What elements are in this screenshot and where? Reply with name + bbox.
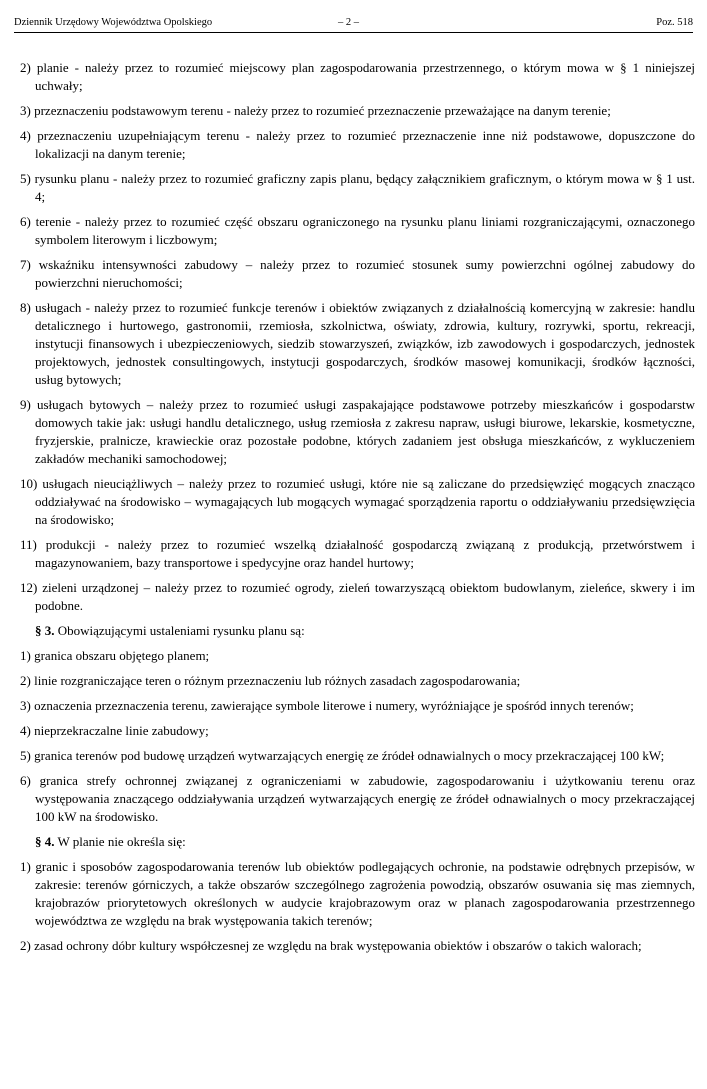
item-text: rysunku planu - należy przez to rozumieć graficzny zapis planu, będący załącznikiem graficznym, o którym mowa w § 1 ust. 4; [34,171,695,204]
item-text: wskaźniku intensywności zabudowy – należy przez to rozumieć stosunek sumy powierzchni ogólnej zabudowy do powierzchni nieruchomości; [35,257,695,290]
definition-item [20,102,695,120]
position-number: Poz. 518 [656,17,693,28]
definition-item [20,536,695,572]
item-text: produkcji - należy przez to rozumieć wszelką działalność gospodarczą związaną z produkcją, przetwórstwem i magazynowaniem, bazy transportowe i spedycyjne oraz handel hurtowy; [35,537,695,570]
item-number: 7) [20,257,31,272]
definition-item [20,579,695,615]
item-number: 1) [20,648,31,663]
item-number: 2) [20,60,31,75]
section-3-intro: Obowiązującymi ustaleniami rysunku planu są: [57,623,305,638]
definition-item [20,59,695,95]
item-text: zasad ochrony dóbr kultury współczesnej ze względu na brak występowania obiektów i obszarów o takich walorach; [34,938,642,953]
item-number: 11) [20,537,37,552]
section-4-list [20,858,695,955]
item-number: 5) [20,748,31,763]
item-number: 4) [20,128,31,143]
page-header [14,14,693,33]
definitions-list [20,59,695,615]
section-4-label: § 4. [35,834,55,849]
section-3-label: § 3. [35,623,55,638]
item-number: 1) [20,859,31,874]
item-text: terenie - należy przez to rozumieć część obszaru ograniczonego na rysunku planu liniami rozgraniczającymi, oznaczonego symbolem literowym i liczbowym; [35,214,696,247]
item-text: usługach nieuciążliwych – należy przez to rozumieć usługi, które nie są zaliczane do przedsięwzięć mogących znacząco oddziaływać na środowisko – wymagających lub mogących wymagać sporządzenia raportu o oddziaływaniu przedsięwzięcia na środowisko; [35,476,695,527]
item-text: granica terenów pod budowę urządzeń wytwarzających energię ze źródeł odnawialnych o mocy przekraczającej 100 kW; [34,748,665,763]
section-3-item [20,697,695,715]
section-4-intro: W planie nie określa się: [57,834,186,849]
item-text: granic i sposobów zagospodarowania terenów lub obiektów podlegających ochronie, na podstawie odrębnych przepisów, w zakresie: terenów górniczych, a także obszarów szczególnego zagrożenia powodzią, obszarów osuwania się mas ziemnych, krajobrazów priorytetowych określonych w audycie krajobrazowym oraz w planach zagospodarowania przestrzennego województwa ze względu na brak występowania takich terenów; [35,859,696,928]
definition-item [20,256,695,292]
item-text: zieleni urządzonej – należy przez to rozumieć ogrody, zieleń towarzyszącą obiektom budowlanym, zieleńce, skwery i im podobne. [35,580,696,613]
item-text: granica obszaru objętego planem; [34,648,210,663]
item-text: oznaczenia przeznaczenia terenu, zawierające symbole literowe i numery, wyróżniające je spośród innych terenów; [34,698,634,713]
item-text: przeznaczeniu uzupełniającym terenu - należy przez to rozumieć przeznaczenie inne niż podstawowe, dopuszczone do lokalizacji na danym terenie; [35,128,696,161]
section-4-heading [20,833,695,851]
definition-item [20,170,695,206]
item-text: planie - należy przez to rozumieć miejscowy plan zagospodarowania przestrzennego, o którym mowa w § 1 niniejszej uchwały; [35,60,696,93]
item-number: 9) [20,397,31,412]
section-3-item [20,672,695,690]
item-number: 10) [20,476,38,491]
item-number: 2) [20,938,31,953]
item-text: usługach bytowych – należy przez to rozumieć usługi zaspakajające podstawowe potrzeby mieszkańców i gospodarstw domowych takie jak: usługi handlu detalicznego, usług rzemiosła z zakresu napraw, usługi biurowe, lekarskie, kosmetyczne, fryzjerskie, pralnicze, krawieckie oraz pozostałe podobne, których zadaniem jest obsługa mieszkańców, z wykluczeniem zakładów mechaniki samochodowej; [35,397,696,466]
item-text: nieprzekraczalne linie zabudowy; [34,723,209,738]
item-number: 12) [20,580,38,595]
item-text: usługach - należy przez to rozumieć funkcje terenów i obiektów związanych z działalnością komercyjną w zakresie: handlu detalicznego i hurtowego, gastronomii, rzemiosła, szkolnictwa, oświaty, zdrowia, kultury, rozrywki, sportu, rekreacji, instytucji finansowych i ubezpieczeniowych, siedzib stowarzyszeń, związków, izb zawodowych i gospodarczych, jednostek projektowych, jednostek consultingowych, instytucji gospodarczych, środków masowej komunikacji, środków łączności, usług bytowych; [35,300,695,387]
item-number: 6) [20,773,31,788]
journal-title: Dziennik Urzędowy Województwa Opolskiego [14,17,213,28]
section-3-item [20,647,695,665]
section-3-heading [20,622,695,640]
definition-item [20,475,695,529]
section-4-item [20,937,695,955]
section-3-item [20,722,695,740]
section-3-item [20,772,695,826]
section-3-list [20,647,695,826]
item-number: 5) [20,171,31,186]
definition-item [20,396,695,468]
definition-item [20,299,695,389]
item-number: 8) [20,300,31,315]
page-number: – 2 – [338,17,359,28]
item-text: granica strefy ochronnej związanej z ograniczeniami w zabudowie, zagospodarowaniu i użytkowaniu terenu oraz występowania znaczącego oddziaływania urządzeń wytwarzających energię ze źródeł odnawialnych o mocy przekraczającej 100 kW na środowisko. [35,773,695,824]
section-4-item [20,858,695,930]
section-3-item [20,747,695,765]
item-number: 3) [20,698,31,713]
item-text: przeznaczeniu podstawowym terenu - należy przez to rozumieć przeznaczenie przeważające na danym terenie; [34,103,611,118]
item-number: 3) [20,103,31,118]
item-text: linie rozgraniczające teren o różnym przeznaczeniu lub różnych zasadach zagospodarowania; [34,673,521,688]
definition-item [20,127,695,163]
item-number: 6) [20,214,31,229]
item-number: 2) [20,673,31,688]
item-number: 4) [20,723,31,738]
document-body [20,59,695,962]
definition-item [20,213,695,249]
